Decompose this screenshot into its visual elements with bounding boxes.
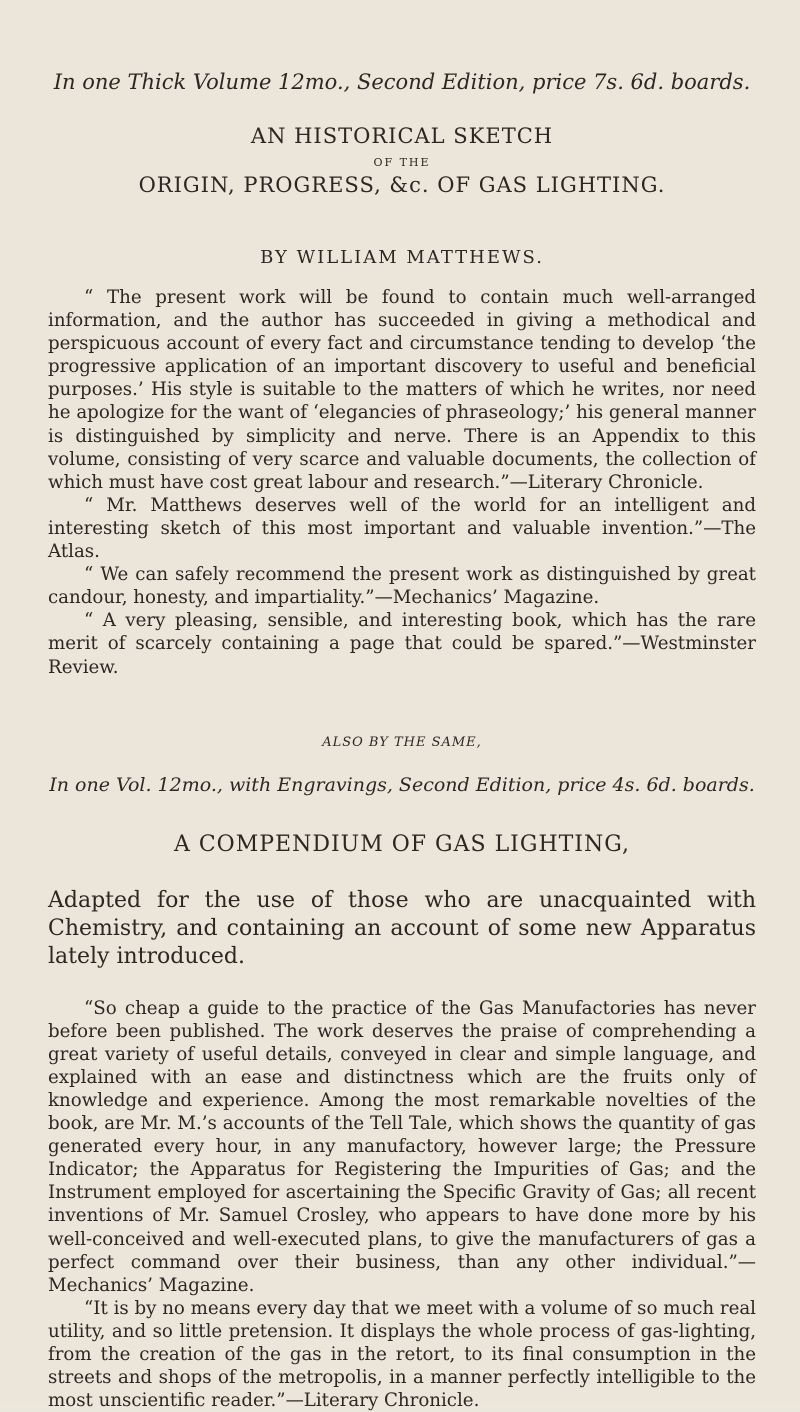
book-title-2: A COMPENDIUM OF GAS LIGHTING, xyxy=(173,831,631,857)
review-mechanics-magazine-2: “So cheap a guide to the practice of the Gas Manufactories has never before been published. The work deserves the praise of comprehending a great variety of useful details, conveyed in clear and simple language, and explained with an ease and distinctness which are the fruits only of knowledge and experience. Among the most remarkable novelties of the book, are Mr. M.’s accounts of the Tell Tale, which shows the quantity of gas generated every hour, in any manufactory, however large; the Pressure Indicator; the Apparatus for Registering the Impurities of Gas; and the Instrument employed for ascertaining the Specific Gravity of Gas; all recent inventions of Mr. Samuel Crosley, who appears to have done more by his well-conceived and well-executed plans, to give the manufacturers of gas a perfect command over their business, than any other individual.”—Mechanics’ Magazine. xyxy=(48,997,756,1296)
review-atlas: “ Mr. Matthews deserves well of the world for an intelligent and interesting sketch of this most important and valuable invention.”—The Atlas. xyxy=(48,494,756,563)
review-mechanics-magazine: “ We can safely recommend the present work as distinguished by great candour, honesty, and impartiality.”—Mechanics’ Magazine. xyxy=(48,564,756,609)
also-by-line: ALSO BY THE SAME, xyxy=(322,734,482,750)
author-byline: BY WILLIAM MATTHEWS. xyxy=(260,247,544,268)
edition-header: In one Thick Volume 12mo., Second Edition, price 7s. 6d. boards. xyxy=(53,70,751,94)
book-title: AN HISTORICAL SKETCH xyxy=(250,124,554,148)
review-westminster: “ A very pleasing, sensible, and interesting book, which has the rare merit of scarcely containing a page that could be spared.”—Westminster Review. xyxy=(48,610,756,678)
edition-header-2: In one Vol. 12mo., with Engravings, Second Edition, price 4s. 6d. boards. xyxy=(49,773,755,796)
book-description: Adapted for the use of those who are unacquainted with Chemistry, and containing an account of some new Apparatus lately introduced. xyxy=(48,887,756,969)
book-subtitle: ORIGIN, PROGRESS, &c. OF GAS LIGHTING. xyxy=(138,173,666,197)
book-title-connector: OF THE xyxy=(373,156,431,169)
review-literary-chronicle: “ The present work will be found to contain much well-arranged information, and the author has succeeded in giving a methodical and perspicuous account of every fact and circumstance tending to develop ‘the progressive application of an important discovery to useful and beneficial purposes.’ His style is suitable to the matters of which he writes, nor need he apologize for the want of ‘elegancies of phraseology;’ his general manner is distinguished by simplicity and nerve. There is an Appendix to this volume, consisting of very scarce and valuable documents, the collection of which must have cost great labour and research.”—Literary Chronicle. xyxy=(48,287,756,493)
review-literary-chronicle-2: “It is by no means every day that we meet with a volume of so much real utility, and so little pretension. It displays the whole process of gas-lighting, from the creation of the gas in the retort, to its final consumption in the streets and shops of the metropolis, in a manner perfectly intelligible to the most unscientific reader.”—Literary Chronicle. xyxy=(48,1297,756,1412)
